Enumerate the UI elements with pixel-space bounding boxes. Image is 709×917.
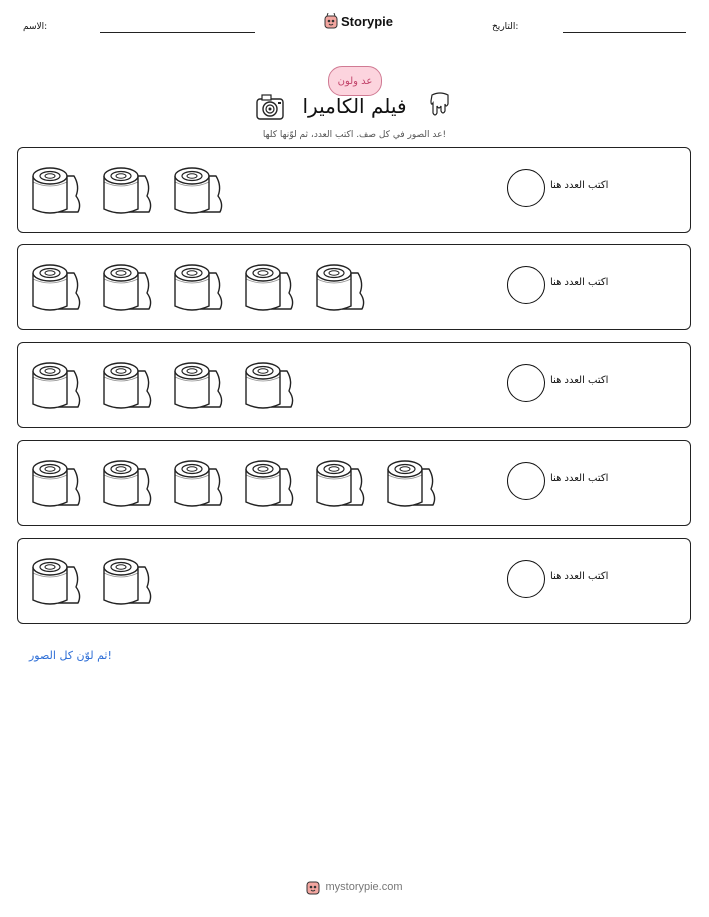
activity-badge: عد ولون: [328, 66, 382, 96]
film-roll-icon: [30, 259, 86, 311]
footer-note: ثم لوّن كل الصور!: [29, 649, 112, 662]
film-roll-icon: [243, 259, 299, 311]
storypie-mascot-icon: [306, 879, 320, 895]
counting-row: [17, 538, 691, 624]
film-roll-icon: [30, 553, 86, 605]
film-roll-icon: [30, 455, 86, 507]
film-roll-icon: [172, 455, 228, 507]
write-number-prompt: اكتب العدد هنا: [550, 375, 609, 386]
counting-row: [17, 342, 691, 428]
date-line[interactable]: [563, 32, 686, 33]
answer-circle[interactable]: [507, 560, 545, 598]
film-roll-icon: [172, 162, 228, 214]
date-label: التاريخ:: [492, 22, 519, 32]
write-number-prompt: اكتب العدد هنا: [550, 277, 609, 288]
brand-name: Storypie: [341, 13, 394, 29]
film-roll-icon: [243, 455, 299, 507]
film-roll-icon: [30, 357, 86, 409]
answer-circle[interactable]: [507, 462, 545, 500]
answer-circle[interactable]: [507, 266, 545, 304]
film-roll-icon: [101, 162, 157, 214]
film-roll-icon: [172, 259, 228, 311]
film-roll-icon: [314, 455, 370, 507]
film-roll-icon: [101, 259, 157, 311]
answer-circle[interactable]: [507, 169, 545, 207]
write-number-prompt: اكتب العدد هنا: [550, 180, 609, 191]
instructions: عد الصور في كل صف. اكتب العدد، ثم لوّنها كلها!: [262, 130, 447, 140]
storypie-mascot-icon: [324, 13, 338, 29]
counting-row: [17, 440, 691, 526]
counting-row: [17, 244, 691, 330]
write-number-prompt: اكتب العدد هنا: [550, 473, 609, 484]
film-roll-icon: [101, 553, 157, 605]
film-roll-icon: [243, 357, 299, 409]
write-number-prompt: اكتب العدد هنا: [550, 571, 609, 582]
film-roll-icon: [30, 162, 86, 214]
footer: [0, 879, 709, 895]
film-roll-icon: [101, 357, 157, 409]
paint-drip-icon: [428, 91, 452, 121]
name-label: الاسم:: [23, 22, 48, 32]
counting-row: [17, 147, 691, 233]
name-line[interactable]: [100, 32, 255, 33]
film-roll-icon: [101, 455, 157, 507]
film-roll-icon: [385, 455, 441, 507]
film-roll-icon: [314, 259, 370, 311]
page-title: فيلم الكاميرا: [302, 94, 407, 118]
answer-circle[interactable]: [507, 364, 545, 402]
footer-url: mystorypie.com: [325, 881, 403, 893]
brand-logo: [324, 13, 393, 29]
film-roll-icon: [172, 357, 228, 409]
